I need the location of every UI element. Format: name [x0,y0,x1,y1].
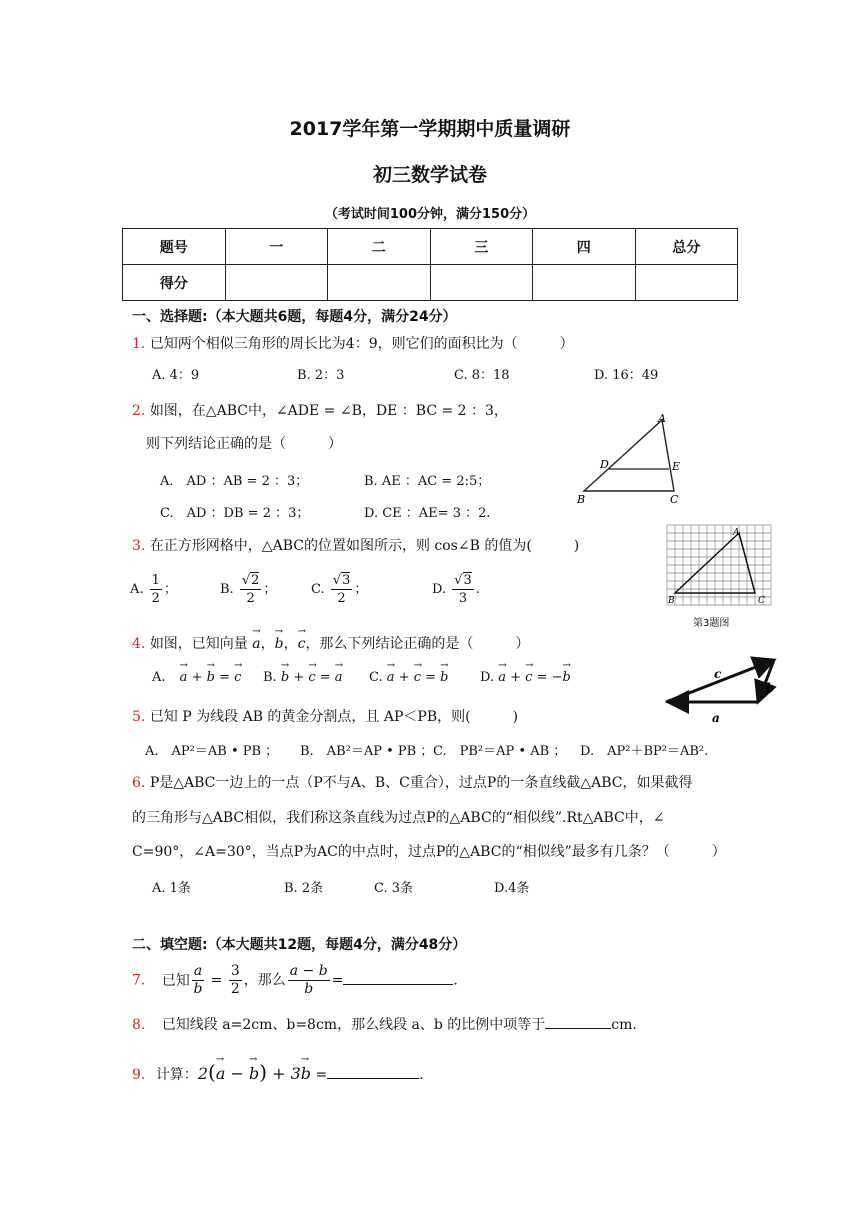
q2-text-line1: 如图，在△ABC中，∠ADE = ∠B，DE ：BC = 2 ：3， [149,403,508,419]
score-row-label: 得分 [123,265,226,301]
q9-answer-blank[interactable] [327,1078,419,1079]
q3-label-b: B [668,596,675,606]
q1-text: 已知两个相似三角形的周长比为4：9，则它们的面积比为（ ） [149,336,574,352]
q4-text-a: 如图，已知向量 [149,636,248,652]
q9-number: 9. [132,1067,146,1083]
q6-option-b: B. 2条 [284,881,324,896]
q1-option-a: A. 4：9 [152,368,200,383]
exam-subtitle: 初三数学试卷 [372,164,487,186]
q3-option-a-label: A. [130,582,144,597]
q9-expression: 2(→ a − → b) + 3→ b [198,1064,311,1083]
score-header-cell: 总分 [635,229,738,265]
q3-option-d-label: D. [432,582,447,597]
exam-title: 2017学年第一学期期中质量调研 [289,118,571,140]
q2-stem-line2: 则下列结论正确的是（ ） [146,436,342,452]
q3-grid-figure [665,523,775,631]
score-cell [225,265,328,301]
q2-label-a: A [658,412,666,425]
q2-label-b: B [577,493,586,506]
q6-stem-line2: 的三角形与△ABC相似，我们称这条直线为过点P的△ABC的“相似线”.Rt△ABC中，∠ [132,810,665,826]
q3-stem [132,535,579,555]
q7-text-a: 已知 [161,972,190,989]
score-header-cell: 二 [328,229,431,265]
q2-option-c: C. AD ：DB = 2 ：3； [160,506,310,521]
q6-option-a: A. 1条 [152,881,191,896]
score-table-score-row [123,265,738,301]
q7-answer-blank[interactable] [343,984,453,985]
q4-option-d: D. → a + → c = −→ b [480,670,571,685]
q8-unit: cm. [611,1017,637,1033]
q3-label-c: C [758,596,765,606]
exam-note: （考试时间100分钟，满分150分） [324,207,536,222]
score-cell [328,265,431,301]
q7-number: 7. [132,972,146,989]
q7-fraction-expr: $\frac{a - b}{b}$ [289,963,328,997]
q3-figure-caption: 第3题图 [693,618,730,629]
q3-option-b-label: B. [220,582,234,597]
q3-label-a: A [733,528,740,538]
q6-option-d: D.4条 [494,881,530,896]
q6-stem-line1 [132,772,692,792]
q1-stem [132,333,574,353]
q1-option-b: B. 2：3 [297,368,345,383]
q4-figure-label-b: b [766,681,775,695]
q3-option-c: C. $\frac{√3}{2}$ ； [311,573,368,606]
q4-figure-label-a: a [712,711,720,725]
q4-vector-c: → c [298,636,306,652]
q4-option-d-label: D. [480,670,495,685]
q2-option-a: A. AD ：AB = 2 ：3； [160,474,309,489]
q4-number: 4. [132,636,146,652]
score-cell [533,265,636,301]
q3-option-a-fraction: $\frac{1}{2}$ [151,573,160,606]
q4-option-b: B. → b + → c = → a [263,670,343,685]
score-header-cell: 四 [533,229,636,265]
q9-stem: 9. 计算：2(→ a − → b) + 3→ b = . [132,1060,424,1084]
q7-fraction-ab: $\frac{a}{b}$ [193,963,203,997]
q4-stem: 4. 如图，已知向量 → a，→ b，→ c，那么下列结论正确的是（ ） [132,633,529,653]
q3-option-a: A. $\frac{1}{2}$ ； [130,573,177,606]
q5-option-d: D. AP²＋BP²＝AB². [580,744,709,759]
q7-text-b: ，那么 [243,972,286,989]
q3-option-c-label: C. [311,582,325,597]
q5-option-c: C. PB²＝AP • AB ； [433,744,567,759]
q3-text: 在正方形网格中，△ABC的位置如图所示，则 cos∠B 的值为( ) [149,538,580,554]
score-table-header-row [123,229,738,265]
q6-stem-line3: C=90°，∠A=30°，当点P为AC的中点时，过点P的△ABC的“相似线”最多有几条？（ ） [132,844,726,860]
q3-option-b-fraction: $\frac{√2}{2}$ [241,573,260,606]
q1-number: 1. [132,336,146,352]
q4-vector-figure [656,652,788,728]
q2-stem-line1 [132,400,508,420]
q6-option-c: C. 3条 [374,881,414,896]
q4-option-a-label: A. [152,670,166,685]
q5-number: 5. [132,709,146,725]
q8-stem [132,1014,637,1034]
score-cell [635,265,738,301]
section1-title: 一、选择题:（本大题共6题，每题4分，满分24分） [132,309,457,325]
q2-label-c: C [670,493,679,506]
score-header-cell: 三 [430,229,533,265]
q4-option-c-label: C. [369,670,383,685]
q5-text: 已知 P 为线段 AB 的黄金分割点，且 AP＜PB，则( ) [149,709,519,725]
q5-option-b: B. AB²＝AP • PB ； [300,744,434,759]
q6-number: 6. [132,775,146,791]
q8-number: 8. [132,1017,146,1033]
q3-option-c-fraction: $\frac{√3}{2}$ [332,573,351,606]
q1-option-c: C. 8：18 [454,368,510,383]
q2-option-d: D. CE ：AE= 3 ：2. [364,506,491,521]
q8-text: 已知线段 a=2cm、b=8cm，那么线段 a、b 的比例中项等于 [161,1017,546,1033]
q2-label-e: E [672,460,681,473]
q2-label-d: D [600,458,609,471]
q4-vector-b: → b [275,636,284,652]
score-table [122,228,738,301]
q5-stem [132,706,518,726]
q1-option-d: D. 16：49 [594,368,659,383]
q7-fraction-32: $\frac{3}{2}$ [230,963,240,997]
score-cell [430,265,533,301]
q2-triangle-figure [570,408,690,508]
section2-title: 二、填空题:（本大题共12题，每题4分，满分48分） [132,937,467,953]
q5-option-a: A. AP²＝AB • PB ； [145,744,279,759]
q4-figure-label-c: c [714,667,722,681]
q3-option-b: B. $\frac{√2}{2}$ ； [220,573,277,606]
q4-text-b: ，那么下列结论正确的是（ ） [305,636,530,652]
score-header-cell: 题号 [123,229,226,265]
q4-option-b-label: B. [263,670,277,685]
q3-number: 3. [132,538,146,554]
q6-text-line1: P是△ABC一边上的一点（P不与A、B、C重合），过点P的一条直线截△ABC，如果截得 [149,775,693,791]
q7-stem: 7. 已知 $\frac{a}{b}$ = $\frac{3}{2}$ ，那么 $\frac{a - b}{b}$ = . [132,963,458,997]
q4-option-a: A. → a + → b = → c [152,670,241,685]
q2-number: 2. [132,403,146,419]
q3-option-d-fraction: $\frac{√3}{3}$ [454,573,472,606]
q9-text: 计算： [155,1067,198,1083]
q2-option-b: B. AE ：AC = 2:5； [364,474,491,489]
score-header-cell: 一 [225,229,328,265]
q4-option-c: C. → a + → c = → b [369,670,448,685]
q2-triangle-abc [584,420,674,491]
q8-answer-blank[interactable] [545,1028,611,1029]
q4-vector-a: → a [252,636,260,652]
q3-option-d: D. $\frac{√3}{3}$ . [432,573,480,606]
